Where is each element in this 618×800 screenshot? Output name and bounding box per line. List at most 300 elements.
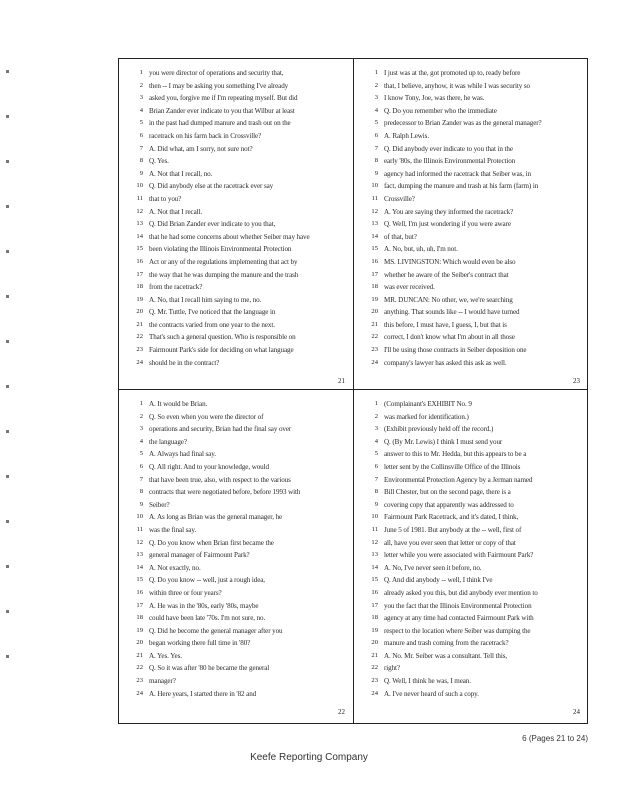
- line-text: company's lawyer has asked this ask as well.: [384, 358, 507, 367]
- line-text: correct, I don't know what I'm about in all those: [384, 333, 515, 342]
- line-number: 23: [136, 346, 143, 354]
- line-number: 5: [139, 119, 143, 127]
- transcript-line: [354, 574, 588, 587]
- transcript-line: [354, 218, 588, 231]
- transcript-line: [119, 92, 353, 105]
- line-number: 22: [371, 333, 378, 341]
- line-text: Q. Did Brian Zander ever indicate to you that,: [149, 220, 276, 229]
- transcript-line: [354, 294, 588, 307]
- line-text: A. Not that I recall.: [149, 207, 203, 216]
- line-number: 9: [139, 500, 143, 508]
- line-text: could have been late '70s. I'm not sure, no.: [149, 614, 266, 623]
- transcript-line: [119, 549, 353, 562]
- line-number: 18: [136, 283, 143, 291]
- line-number: 16: [371, 588, 378, 596]
- line-text: Fairmount Park Racetrack, and it's dated, I think,: [384, 513, 519, 522]
- line-text: I just was at the, got promoted up to, ready before: [384, 69, 521, 77]
- line-number: 14: [136, 563, 143, 571]
- transcript-line: [119, 130, 353, 143]
- line-number: 18: [371, 283, 378, 291]
- line-text: MR. DUNCAN: No other, we, we're searching: [384, 295, 513, 304]
- line-number: 2: [139, 412, 143, 420]
- line-text: A. As long as Brian was the general manager, he: [149, 513, 283, 522]
- line-text: That's such a general question. Who is responsible on: [149, 333, 296, 342]
- transcript-line: [119, 80, 353, 93]
- line-number: 3: [139, 425, 143, 433]
- transcript-line: [119, 206, 353, 219]
- transcript-line: [354, 625, 588, 638]
- line-number: 14: [371, 232, 378, 240]
- transcript-line: [119, 117, 353, 130]
- transcript-line: [119, 231, 353, 244]
- transcript-line: [119, 524, 353, 537]
- line-number: 23: [371, 677, 378, 685]
- line-text: letter sent by the Collinsville Office of the Illinois: [384, 462, 521, 471]
- line-text: Q. Did he become the general manager after you: [149, 626, 283, 635]
- transcript-line: [119, 574, 353, 587]
- transcript-line: [354, 448, 588, 461]
- line-number: 4: [374, 106, 378, 114]
- transcript-line: [354, 357, 588, 370]
- line-text: asked you, forgive me if I'm repeating myself. But did: [149, 94, 298, 103]
- line-number: 16: [136, 588, 143, 596]
- line-number: 15: [371, 245, 378, 253]
- line-text: Environmental Protection Agency by a Jerman named: [384, 475, 533, 484]
- transcript-line: [354, 637, 588, 650]
- line-number: 15: [136, 245, 143, 253]
- transcript-line: [354, 269, 588, 282]
- line-number: 24: [371, 689, 378, 697]
- transcript-line: [354, 344, 588, 357]
- transcript-line: [119, 625, 353, 638]
- line-text: Q. And did anybody -- well, I think I've: [384, 576, 493, 585]
- line-text: Q. (By Mr. Lewis) I think I must send your: [384, 437, 503, 446]
- line-number: 4: [139, 106, 143, 114]
- transcript-line: [354, 461, 588, 474]
- line-text: been violating the Illinois Environmental Protection: [149, 245, 292, 254]
- transcript-line: [354, 306, 588, 319]
- line-text: within three or four years?: [149, 588, 222, 597]
- line-number: 16: [371, 257, 378, 265]
- line-number: 16: [136, 257, 143, 265]
- line-number: 6: [374, 462, 378, 470]
- transcript-line: [354, 600, 588, 613]
- line-text: A. Did what, am I sorry, not sure not?: [149, 144, 253, 153]
- transcript-line: [119, 662, 353, 675]
- line-number: 7: [139, 475, 143, 483]
- line-text: was ever received.: [384, 283, 435, 292]
- transcript-line: [354, 155, 588, 168]
- line-number: 3: [374, 425, 378, 433]
- line-number: 7: [374, 475, 378, 483]
- line-text: Q. Well, I think he was, I mean.: [384, 677, 471, 686]
- line-number: 14: [371, 563, 378, 571]
- line-text: was the final say.: [149, 525, 196, 534]
- line-number: 18: [136, 614, 143, 622]
- line-text: then -- I may be asking you something I've already: [149, 81, 289, 90]
- line-text: respect to the location where Seiber was dumping the: [384, 626, 531, 635]
- transcript-line: [354, 524, 588, 537]
- transcript-line: [354, 117, 588, 130]
- line-number: 22: [371, 664, 378, 672]
- line-text: that to you?: [149, 194, 182, 203]
- transcript-line: [119, 562, 353, 575]
- line-text: A. You are saying they informed the racetrack?: [384, 207, 514, 216]
- transcript-line: [119, 344, 353, 357]
- line-number: 10: [371, 182, 378, 190]
- line-number: 11: [136, 525, 143, 533]
- line-text: A. Here years, I started there in '82 and: [149, 689, 257, 698]
- transcript-line: [119, 637, 353, 650]
- line-text: agency at any time had contacted Fairmount Park with: [384, 614, 534, 623]
- line-number: 6: [139, 462, 143, 470]
- line-text: predecessor to Brian Zander was as the general manager?: [384, 119, 542, 128]
- line-text: answer to this to Mr. Hedda, but this appears to be a: [384, 450, 527, 459]
- line-number: 17: [371, 270, 378, 278]
- line-text: A. I've never heard of such a copy.: [384, 689, 479, 698]
- line-text: that have been true, also, with respect to the various: [149, 475, 291, 484]
- line-text: Q. Do you remember who the immediate: [384, 106, 497, 115]
- line-text: manager?: [149, 677, 176, 686]
- line-number: 18: [371, 614, 378, 622]
- line-text: A. He was in the '80s, early '80s, maybe: [149, 601, 259, 610]
- line-number: 3: [374, 94, 378, 102]
- line-number: 11: [371, 194, 378, 202]
- line-number: 1: [374, 69, 378, 76]
- line-text: the language?: [149, 437, 187, 446]
- transcript-line: [354, 168, 588, 181]
- line-text: Q. Yes.: [149, 157, 169, 166]
- line-number: 17: [136, 601, 143, 609]
- page-number: 22: [338, 708, 345, 716]
- line-text: A. Not that I recall, no.: [149, 169, 213, 178]
- transcript-line: [354, 398, 588, 411]
- line-text: Seiber?: [149, 500, 170, 509]
- transcript-line: [119, 511, 353, 524]
- line-number: 9: [374, 500, 378, 508]
- line-text: A. No, that I recall him saying to me, no.: [149, 295, 262, 304]
- line-number: 8: [139, 157, 143, 165]
- line-number: 20: [371, 308, 378, 316]
- transcript-line: [119, 398, 353, 411]
- line-text: (Exhibit previously held off the record.): [384, 425, 494, 434]
- line-number: 8: [374, 488, 378, 496]
- line-text: A. No. Mr. Seiber was a consultant. Tell this,: [384, 651, 508, 660]
- line-text: began working there full time in '80?: [149, 639, 251, 648]
- hole-punch-marks: [4, 70, 12, 700]
- line-number: 1: [139, 400, 143, 407]
- line-text: Q. All right. And to your knowledge, would: [149, 462, 269, 471]
- line-number: 24: [136, 689, 143, 697]
- line-text: general manager of Fairmount Park?: [149, 551, 250, 560]
- transcript-line: [354, 143, 588, 156]
- line-text: A. No, I've never seen it before, no.: [384, 563, 482, 572]
- line-text: you were director of operations and security that,: [149, 69, 284, 77]
- line-text: all, have you ever seen that letter or copy of that: [384, 538, 516, 547]
- transcript-line: [354, 499, 588, 512]
- line-text: was marked for identification.): [384, 412, 469, 421]
- transcript-line: [119, 600, 353, 613]
- line-number: 12: [371, 538, 378, 546]
- line-text: I know Tony, Joe, was there, he was.: [384, 94, 485, 103]
- transcript-line: [119, 688, 353, 701]
- line-number: 3: [139, 94, 143, 102]
- page-number: 24: [573, 708, 580, 716]
- transcript-line: [354, 130, 588, 143]
- transcript-line: [354, 537, 588, 550]
- line-text: early '80s, the Illinois Environmental Protection: [384, 157, 516, 166]
- line-text: Brian Zander ever indicate to you that Wilbur at least: [149, 106, 295, 115]
- line-number: 2: [374, 81, 378, 89]
- line-text: this before, I must have, I guess, I, but that is: [384, 320, 507, 329]
- line-text: A. Ralph Lewis.: [384, 131, 429, 140]
- transcript-line: [354, 675, 588, 688]
- transcript-line: [119, 306, 353, 319]
- transcript-line: [354, 650, 588, 663]
- transcript-line: [354, 436, 588, 449]
- line-text: Act or any of the regulations implementing that act by: [149, 257, 298, 266]
- transcript-line: [354, 486, 588, 499]
- line-text: Q. So it was after '80 he became the general: [149, 664, 270, 673]
- line-number: 19: [136, 626, 143, 634]
- transcript-page-24: [354, 390, 588, 720]
- line-number: 19: [136, 295, 143, 303]
- transcript-line: [119, 436, 353, 449]
- line-number: 12: [136, 207, 143, 215]
- line-text: Q. Did anybody else at the racetrack ever say: [149, 182, 274, 191]
- transcript-line: [119, 269, 353, 282]
- line-number: 13: [371, 220, 378, 228]
- transcript-line: [119, 294, 353, 307]
- transcript-line: [119, 105, 353, 118]
- line-number: 9: [139, 169, 143, 177]
- transcript-line: [119, 155, 353, 168]
- transcript-line: [354, 80, 588, 93]
- transcript-line: [119, 474, 353, 487]
- page-number: 21: [338, 377, 345, 385]
- line-number: 15: [136, 576, 143, 584]
- line-text: covering copy that apparently was addressed to: [384, 500, 514, 509]
- line-text: already asked you this, but did anybody ever mention to: [384, 588, 538, 597]
- line-number: 22: [136, 333, 143, 341]
- transcript-line: [354, 331, 588, 344]
- transcript-line: [354, 612, 588, 625]
- line-number: 7: [139, 144, 143, 152]
- line-number: 13: [136, 220, 143, 228]
- line-text: Crossville?: [384, 194, 415, 203]
- line-text: (Complainant's EXHIBIT No. 9: [384, 400, 472, 408]
- line-text: of that, but?: [384, 232, 417, 241]
- line-number: 6: [139, 131, 143, 139]
- line-number: 2: [374, 412, 378, 420]
- transcript-line: [354, 511, 588, 524]
- line-text: A. Always had final say.: [149, 450, 216, 459]
- transcript-line: [354, 231, 588, 244]
- transcript-line: [354, 193, 588, 206]
- transcript-line: [119, 168, 353, 181]
- line-number: 9: [374, 169, 378, 177]
- transcript-line: [354, 549, 588, 562]
- transcript-line: [119, 587, 353, 600]
- line-text: Q. Do you know when Brian first became the: [149, 538, 274, 547]
- line-number: 12: [136, 538, 143, 546]
- line-number: 8: [139, 488, 143, 496]
- transcript-line: [119, 448, 353, 461]
- line-text: manure and trash coming from the racetrack?: [384, 639, 509, 648]
- line-text: Fairmount Park's side for deciding on what language: [149, 346, 294, 355]
- transcript-line: [119, 180, 353, 193]
- line-text: Q. So even when you were the director of: [149, 412, 264, 421]
- line-text: from the racetrack?: [149, 283, 203, 292]
- line-number: 10: [371, 513, 378, 521]
- line-text: that he had some concerns about whether Seiber may have: [149, 232, 310, 241]
- transcript-line: [354, 256, 588, 269]
- line-text: I'll be using those contracts in Seiber deposition one: [384, 346, 527, 355]
- line-number: 19: [371, 626, 378, 634]
- transcript-line: [119, 331, 353, 344]
- transcript-line: [119, 461, 353, 474]
- line-text: fact, dumping the manure and trash at his farm (farm) in: [384, 182, 539, 191]
- line-number: 12: [371, 207, 378, 215]
- transcript-line: [119, 537, 353, 550]
- line-text: you the fact that the Illinois Environmental Protection: [384, 601, 532, 610]
- line-number: 11: [136, 194, 143, 202]
- transcript-line: [119, 499, 353, 512]
- line-text: Q. Do you know -- well, just a rough idea,: [149, 576, 265, 585]
- line-number: 7: [374, 144, 378, 152]
- line-text: that, I believe, anyhow, it was while I was security so: [384, 81, 530, 90]
- transcript-line: [119, 612, 353, 625]
- line-number: 20: [136, 639, 143, 647]
- transcript-line: [119, 256, 353, 269]
- line-number: 21: [371, 320, 378, 328]
- line-number: 14: [136, 232, 143, 240]
- transcript-line: [119, 486, 353, 499]
- line-number: 20: [371, 639, 378, 647]
- transcript-line: [119, 411, 353, 424]
- line-number: 24: [371, 358, 378, 366]
- company-footer: Keefe Reporting Company: [250, 752, 368, 763]
- line-text: A. It would be Brian.: [149, 400, 208, 408]
- line-number: 11: [371, 525, 378, 533]
- transcript-line: [119, 357, 353, 370]
- transcript-line: [119, 67, 353, 80]
- line-number: 21: [136, 651, 143, 659]
- line-number: 4: [139, 437, 143, 445]
- line-number: 21: [371, 651, 378, 659]
- transcript-line: [354, 206, 588, 219]
- line-text: operations and security, Brian had the final say over: [149, 425, 292, 434]
- transcript-line: [119, 218, 353, 231]
- transcript-line: [119, 423, 353, 436]
- line-number: 17: [371, 601, 378, 609]
- transcript-line: [354, 662, 588, 675]
- line-text: in the past had dumped manure and trash out on the: [149, 119, 291, 128]
- line-number: 5: [374, 450, 378, 458]
- transcript-line: [119, 319, 353, 332]
- transcript-line: [354, 105, 588, 118]
- line-number: 10: [136, 182, 143, 190]
- transcript-page-23: [354, 59, 588, 389]
- page-range-footer: 6 (Pages 21 to 24): [522, 734, 588, 743]
- transcript-line: [354, 92, 588, 105]
- transcript-line: [119, 243, 353, 256]
- line-number: 23: [371, 346, 378, 354]
- transcript-line: [354, 562, 588, 575]
- line-number: 21: [136, 320, 143, 328]
- line-number: 24: [136, 358, 143, 366]
- transcript-line: [354, 423, 588, 436]
- line-text: June 5 of 1981. But anybody at the -- well, first of: [384, 525, 522, 534]
- line-number: 13: [136, 551, 143, 559]
- line-number: 4: [374, 437, 378, 445]
- line-number: 13: [371, 551, 378, 559]
- line-text: whether he aware of the Seiber's contract that: [384, 270, 509, 279]
- line-number: 6: [374, 131, 378, 139]
- line-text: should be in the contract?: [149, 358, 220, 367]
- line-number: 17: [136, 270, 143, 278]
- transcript-sheet: [118, 58, 588, 724]
- line-text: racetrack on his farm back in Crossville?: [149, 131, 262, 140]
- line-number: 20: [136, 308, 143, 316]
- transcript-line: [354, 243, 588, 256]
- transcript-line: [354, 281, 588, 294]
- transcript-page-22: [119, 390, 353, 720]
- line-text: Q. Mr. Tuttle, I've noticed that the language in: [149, 308, 276, 317]
- line-text: agency had informed the racetrack that Seiber was, in: [384, 169, 531, 178]
- line-text: A. Yes. Yes.: [149, 651, 182, 660]
- line-text: contracts that were negotiated before, before 1993 with: [149, 488, 301, 497]
- line-text: anything. That sounds like -- I would have turned: [384, 308, 520, 317]
- line-number: 2: [139, 81, 143, 89]
- transcript-line: [119, 143, 353, 156]
- line-text: Q. Well, I'm just wondering if you were aware: [384, 220, 511, 229]
- line-text: right?: [384, 664, 400, 673]
- line-number: 1: [139, 69, 143, 76]
- line-number: 1: [374, 400, 378, 407]
- line-text: A. Not exactly, no.: [149, 563, 201, 572]
- line-text: A. No, but, uh, uh, I'm not.: [384, 245, 458, 254]
- line-number: 15: [371, 576, 378, 584]
- transcript-page-21: [119, 59, 353, 389]
- transcript-line: [354, 180, 588, 193]
- line-text: Bill Chester, but on the second page, there is a: [384, 488, 511, 497]
- transcript-line: [354, 411, 588, 424]
- transcript-line: [119, 675, 353, 688]
- line-number: 23: [136, 677, 143, 685]
- transcript-line: [119, 193, 353, 206]
- transcript-line: [119, 650, 353, 663]
- line-number: 5: [139, 450, 143, 458]
- transcript-line: [354, 67, 588, 80]
- line-text: the contracts varied from one year to the next.: [149, 320, 275, 329]
- transcript-line: [354, 474, 588, 487]
- transcript-line: [354, 587, 588, 600]
- transcript-line: [119, 281, 353, 294]
- line-text: Q. Did anybody ever indicate to you that in the: [384, 144, 513, 153]
- transcript-line: [354, 319, 588, 332]
- line-number: 5: [374, 119, 378, 127]
- line-number: 22: [136, 664, 143, 672]
- line-number: 8: [374, 157, 378, 165]
- line-text: the way that he was dumping the manure and the trash: [149, 270, 299, 279]
- page-number: 23: [573, 377, 580, 385]
- line-number: 10: [136, 513, 143, 521]
- transcript-line: [354, 688, 588, 701]
- line-number: 19: [371, 295, 378, 303]
- line-text: MS. LIVINGSTON: Which would even be also: [384, 257, 516, 266]
- line-text: letter while you were associated with Fairmount Park?: [384, 551, 534, 560]
